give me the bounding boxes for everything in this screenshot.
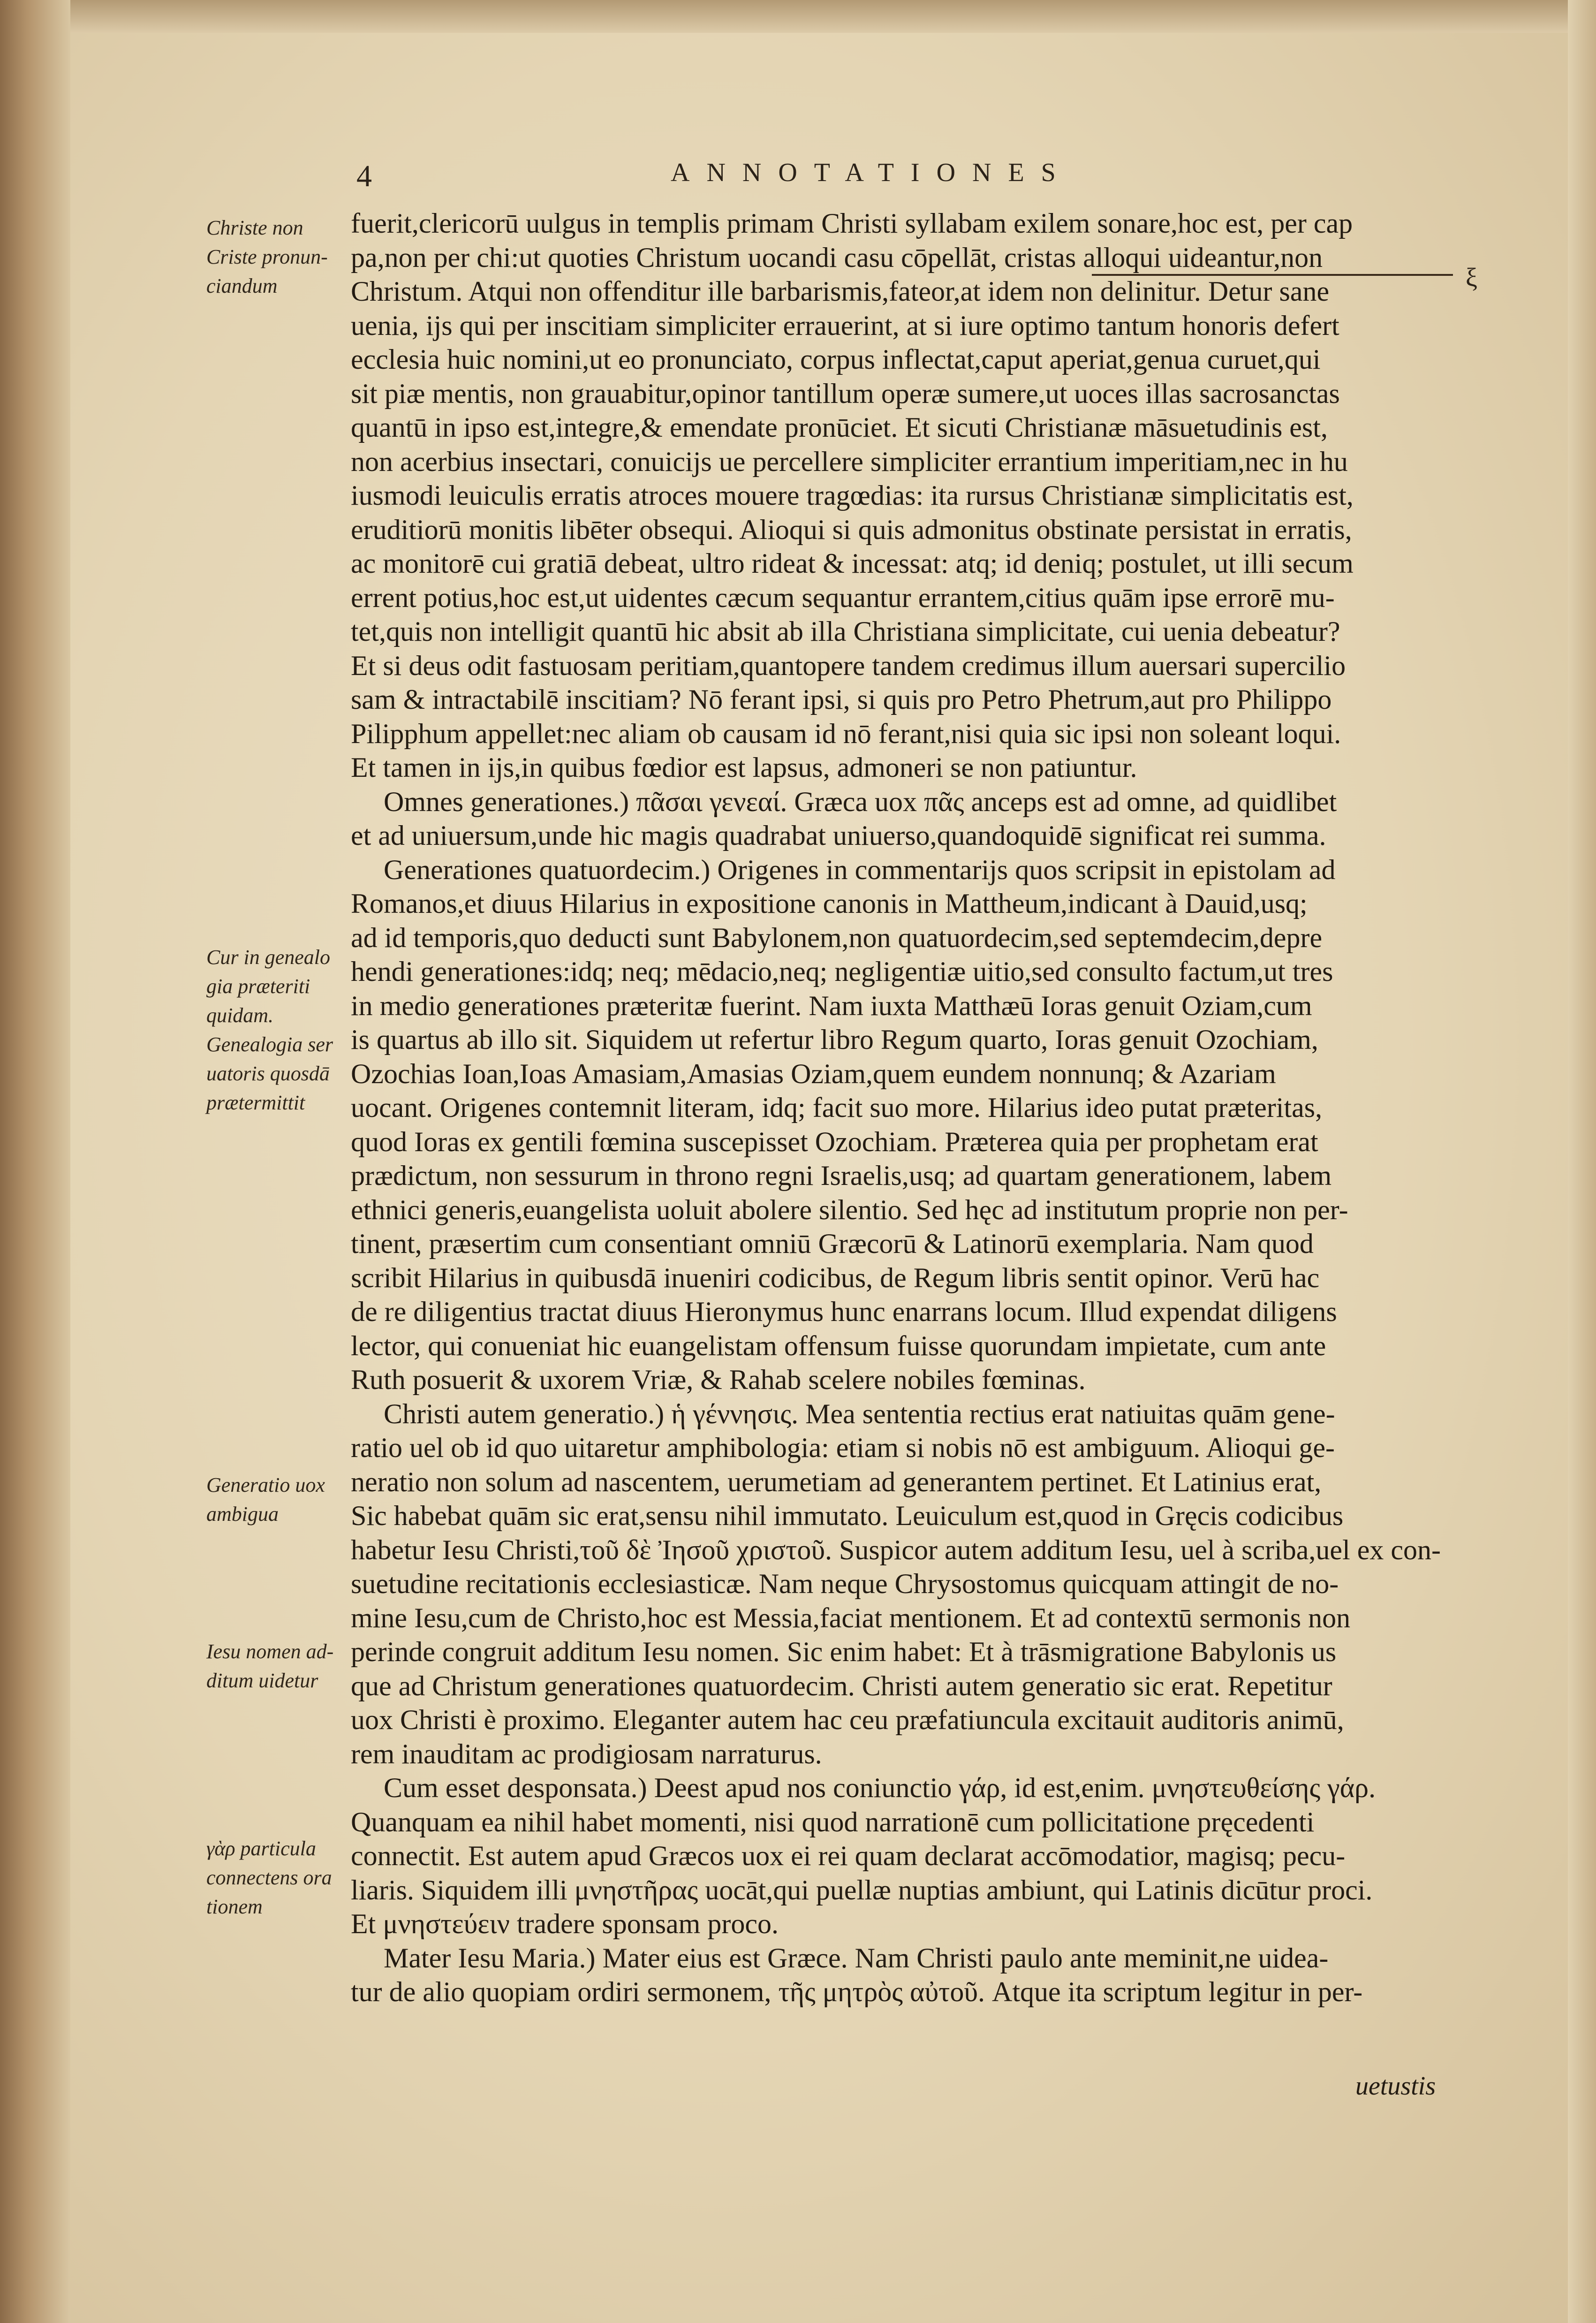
marginal-note-line: ambigua: [206, 1503, 279, 1526]
binding-gutter: [0, 0, 70, 2323]
text-line: Mater Iesu Maria.) Mater eius est Græce. Nam Christi paulo ante meminit,ne uidea-: [384, 1942, 1329, 1974]
text-line: Cum esset desponsata.) Deest apud nos coniunctio γάρ, id est,enim. μνηστευθείσης γάρ.: [384, 1772, 1376, 1803]
text-line: is quartus ab illo sit. Siquidem ut refertur libro Regum quarto, Ioras genuit Ozochiam,: [351, 1024, 1318, 1055]
text-line: ethnici generis,euangelista uoluit abolere silentio. Sed hęc ad institutum proprie non per-: [351, 1194, 1348, 1225]
text-line: sit piæ mentis, non grauabitur,opinor tantillum operæ sumere,ut uoces illas sacrosanctas: [351, 378, 1340, 409]
text-line: ratio uel ob id quo uitaretur amphibologia: etiam si nobis nō est ambiguum. Alioqui ge-: [351, 1432, 1335, 1463]
text-line: Generationes quatuordecim.) Origenes in commentarijs quos scripsit in epistolam ad: [384, 854, 1336, 885]
text-line: Romanos,et diuus Hilarius in expositione canonis in Mattheum,indicant à Dauid,usq;: [351, 888, 1308, 919]
text-line: in medio generationes præteritæ fuerint. Nam iuxta Matthæū Ioras genuit Oziam,cum: [351, 990, 1312, 1021]
text-line: pa,non per chi:ut quoties Christum uocandi casu cōpellāt, cristas alloqui uideantur,non: [351, 242, 1323, 273]
text-line: que ad Christum generationes quatuordecim. Christi autem generatio sic erat. Repetitur: [351, 1670, 1332, 1701]
text-line: mine Iesu,cum de Christo,hoc est Messia,faciat mentionem. Et ad contextū sermonis non: [351, 1602, 1351, 1633]
text-line: Et μνηστεύειν tradere sponsam proco.: [351, 1908, 779, 1939]
text-line: Et si deus odit fastuosam peritiam,quantopere tandem credimus illum auersari supercilio: [351, 650, 1346, 681]
text-line: tur de alio quopiam ordiri sermonem, τῆς μητρὸς αὐτοῦ. Atque ita scriptum legitur in per-: [351, 1976, 1363, 2007]
text-line: Ozochias Ioan,Ioas Amasiam,Amasias Oziam,quem eundem nonnunq; & Azariam: [351, 1058, 1276, 1089]
text-line: prædictum, non sessurum in throno regni Israelis,usq; ad quartam generationem, labem: [351, 1160, 1332, 1191]
text-line: Ruth posuerit & uxorem Vriæ, & Rahab scelere nobiles fœminas.: [351, 1364, 1086, 1395]
text-line: tinent, præsertim cum consentiant omniū Græcorū & Latinorū exemplaria. Nam quod: [351, 1228, 1314, 1259]
text-line: ac monitorē cui gratiā debeat, ultro rideat & incessat: atq; id deniq; postulet, ut illi secum: [351, 548, 1354, 579]
text-line: Christum. Atqui non offenditur ille barbarismis,fateor,at idem non delinitur. Detur sane: [351, 276, 1330, 307]
text-line: iusmodi leuiculis erratis atroces mouere tragœdias: ita rursus Christianæ simplicitatis est,: [351, 480, 1354, 511]
marginal-note-line: Generatio uox: [206, 1473, 325, 1496]
marginal-note-line: γὰρ particula: [206, 1837, 316, 1860]
manuscript-margin-mark: ξ: [1466, 263, 1477, 292]
text-line: de re diligentius tractat diuus Hieronymus hunc enarrans locum. Illud expendat diligens: [351, 1296, 1337, 1327]
running-head: ANNOTATIONES: [671, 158, 1073, 187]
text-line: Et tamen in ijs,in quibus fœdior est lapsus, admoneri se non patiuntur.: [351, 752, 1137, 783]
marginal-note-line: uatoris quosdā: [206, 1062, 330, 1085]
marginal-note: [206, 943, 352, 1117]
text-line: lector, qui conueniat hic euangelistam offensum fuisse quorundam impietate, cum ante: [351, 1330, 1326, 1361]
marginal-note-line: gia præteriti: [206, 975, 310, 998]
main-text-block: [351, 206, 1458, 2009]
text-line: Sic habebat quām sic erat,sensu nihil immutato. Leuiculum est,quod in Gręcis codicibus: [351, 1500, 1344, 1531]
marginal-note-line: connectens ora: [206, 1866, 332, 1889]
page-number: 4: [356, 159, 372, 193]
text-line: Pilipphum appellet:nec aliam ob causam id nō ferant,nisi quia sic ipsi non soleant loqui.: [351, 718, 1341, 749]
text-line: uocant. Origenes contemnit literam, idq; facit suo more. Hilarius ideo putat præteritas,: [351, 1092, 1323, 1123]
text-line: tet,quis non intelligit quantū hic absit ab illa Christiana simplicitate, cui uenia debeatur?: [351, 616, 1340, 647]
text-line: eruditiorū monitis libēter obsequi. Alioqui si quis admonitus obstinate persistat in erratis,: [351, 514, 1352, 545]
catchword: uetustis: [1355, 2072, 1436, 2101]
text-line: sam & intractabilē inscitiam? Nō ferant ipsi, si quis pro Petro Phetrum,aut pro Philippo: [351, 684, 1332, 715]
marginal-note-line: tionem: [206, 1895, 263, 1918]
text-line: hendi generationes:idq; neq; mēdacio,neq; negligentiæ uitio,sed consulto factum,ut tres: [351, 956, 1333, 987]
text-line: rem inauditam ac prodigiosam narraturus.: [351, 1738, 822, 1769]
text-line: perinde congruit additum Iesu nomen. Sic enim habet: Et à trāsmigratione Babylonis us: [351, 1636, 1337, 1667]
text-line: neratio non solum ad nascentem, uerumetiam ad generantem pertinet. Et Latinius erat,: [351, 1466, 1322, 1497]
text-line: non acerbius insectari, conuicijs ue percellere simpliciter errantium imperitiam,nec in hu: [351, 446, 1348, 477]
marginal-note-line: ditum uidetur: [206, 1669, 318, 1692]
page-top-edge: [70, 0, 1596, 33]
text-line: errent potius,hoc est,ut uidentes cæcum sequantur errantem,citius quām ipse errorē mu-: [351, 582, 1335, 613]
marginal-note-line: Christe non: [206, 216, 303, 239]
marginal-note: [206, 1637, 352, 1695]
marginal-note-line: Criste pronun-: [206, 245, 328, 268]
marginal-note-line: quidam.: [206, 1004, 273, 1027]
text-line: Omnes generationes.) πᾶσαι γενεαί. Græca uox πᾶς anceps est ad omne, ad quidlibet: [384, 786, 1337, 817]
marginal-note-line: ciandum: [206, 274, 278, 297]
text-line: uox Christi è proximo. Eleganter autem hac ceu præfatiuncula excitauit auditoris animū,: [351, 1704, 1344, 1735]
text-line: Christi autem generatio.) ἡ γέννησις. Mea sententia rectius erat natiuitas quām gene-: [384, 1398, 1335, 1429]
marginal-note-line: prætermittit: [206, 1091, 305, 1114]
text-line: connectit. Est autem apud Græcos uox ei rei quam declarat accōmodatior, magisq; pecu-: [351, 1840, 1346, 1871]
marginal-note-line: Genealogia ser: [206, 1033, 333, 1056]
text-line: uenia, ijs qui per inscitiam simpliciter errauerint, at si iure optimo tantum honoris defert: [351, 310, 1339, 341]
text-line: quantū in ipso est,integre,& emendate pronūciet. Et sicuti Christianæ māsuetudinis est,: [351, 412, 1328, 443]
text-line: liaris. Siquidem illi μνηστῆρας uocāt,qui puellæ nuptias ambiunt, qui Latinis dicūtur proci.: [351, 1874, 1373, 1905]
page-right-edge: [1568, 0, 1596, 2323]
text-line: ad id temporis,quo deducti sunt Babylonem,non quatuordecim,sed septemdecim,depre: [351, 922, 1323, 953]
text-line: et ad uniuersum,unde hic magis quadrabat uniuerso,quandoquidē significat rei summa.: [351, 820, 1326, 851]
marginal-note: [206, 1471, 352, 1529]
text-line: fuerit,clericorū uulgus in templis primam Christi syllabam exilem sonare,hoc est, per cap: [351, 208, 1353, 239]
text-line: ecclesia huic nomini,ut eo pronunciato, corpus inflectat,caput aperiat,genua curuet,qui: [351, 344, 1321, 375]
text-line: habetur Iesu Christi,τοῦ δὲ Ἰησοῦ χριστοῦ. Suspicor autem additum Iesu, uel à scriba,uel ex con-: [351, 1534, 1441, 1565]
marginal-note: [206, 1834, 352, 1921]
text-line: Quanquam ea nihil habet momenti, nisi quod narrationē cum pollicitatione pręcedenti: [351, 1806, 1315, 1837]
text-line: suetudine recitationis ecclesiasticæ. Nam neque Chrysostomus quicquam attingit de no-: [351, 1568, 1339, 1599]
text-line: quod Ioras ex gentili fœmina suscepisset Ozochiam. Præterea quia per prophetam erat: [351, 1126, 1318, 1157]
marginal-note-line: Cur in genealo: [206, 946, 330, 969]
text-line: scribit Hilarius in quibusdā inueniri codicibus, de Regum libris sentit opinor. Verū hac: [351, 1262, 1320, 1293]
marginal-note: [206, 213, 352, 301]
marginal-note-line: Iesu nomen ad-: [206, 1640, 334, 1663]
